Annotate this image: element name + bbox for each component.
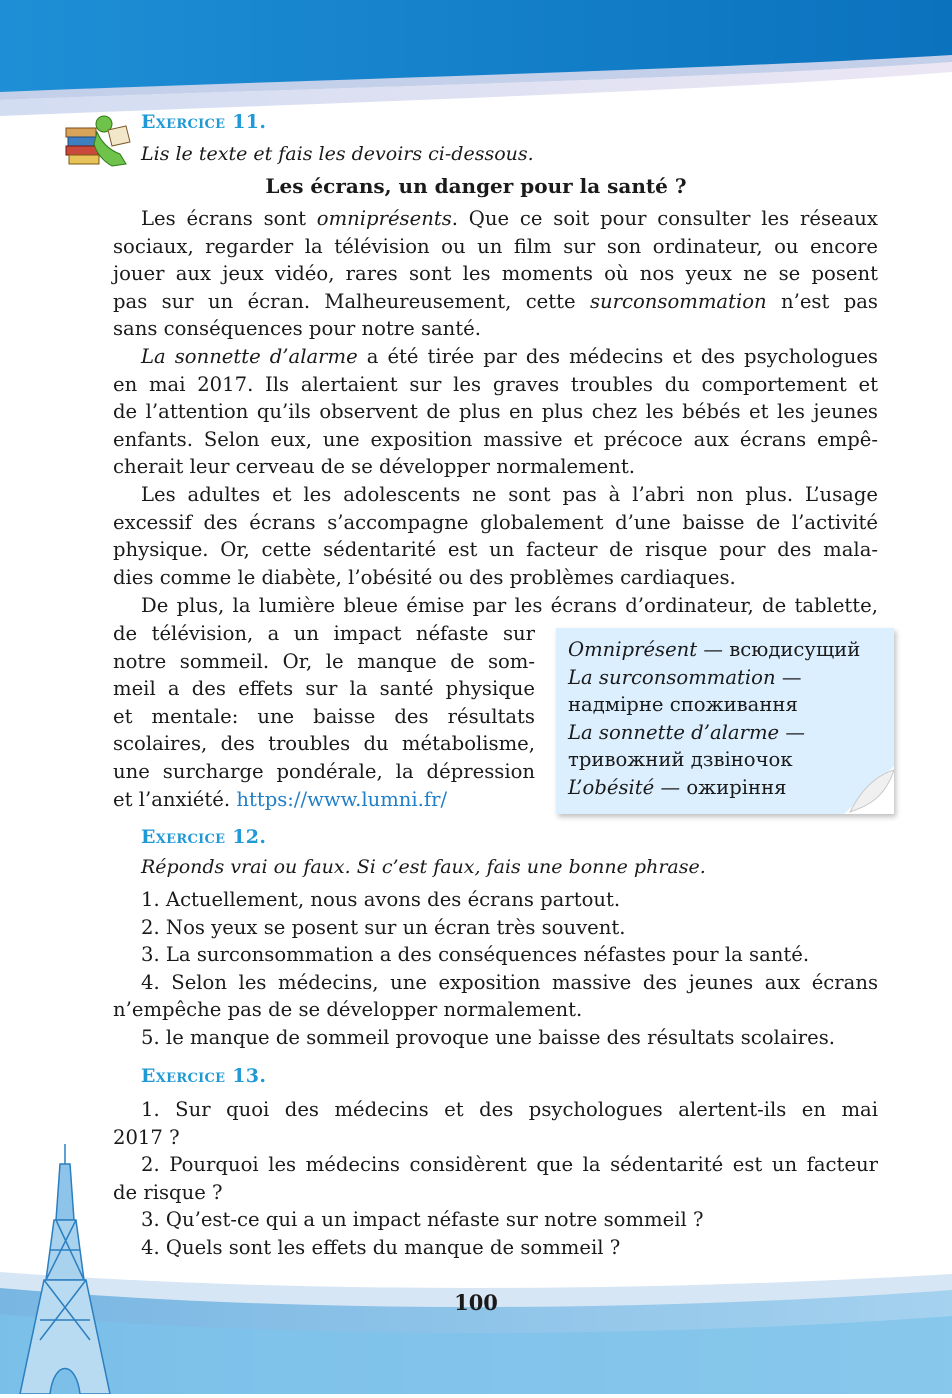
glossary-row: L’obésité — ожиріння — [568, 775, 787, 799]
paragraph-4-first-line: De plus, la lumière bleue émise par les écrans d’ordinateur, de tablette, — [141, 594, 878, 617]
exercise-12-instruction: Réponds vrai ou faux. Si c’est faux, fais une bonne phrase. — [141, 856, 706, 878]
exercise-11-instruction: Lis le texte et fais les devoirs ci-dessous. — [141, 143, 534, 165]
list-item: 3. Qu’est-ce qui a un impact néfaste sur notre sommeil ? — [141, 1208, 704, 1232]
page-number: 100 — [454, 1290, 498, 1315]
eiffel-tower-illustration — [0, 1140, 130, 1394]
exercise-13-heading: Exercice 13. — [141, 1065, 267, 1087]
list-item: de risque ? — [113, 1180, 223, 1204]
glossary-row: надмірне споживання — [568, 693, 798, 717]
exercise-12-list — [113, 886, 878, 1052]
list-item: 3. La surconsommation a des conséquences néfastes pour la santé. — [141, 943, 810, 967]
list-item: 4. Quels sont les effets du manque de sommeil ? — [141, 1235, 621, 1259]
paragraph-3: Les adultes et les adolescents ne sont pas à l’abri non plus. L’usage excessif des écrans s’accompagne globalement d’une baisse de l’activité physique. Or, cette sédentarité est un facteur de risque pour des mala- dies comme le diabète, l’obésité ou des problèmes cardiaques. — [113, 483, 878, 589]
header-band — [0, 0, 952, 120]
exercise-11-heading: Exercice 11. — [141, 111, 267, 133]
list-item: 1. Actuellement, nous avons des écrans partout. — [141, 888, 621, 911]
source-link[interactable]: https://www.lumni.fr/ — [236, 787, 448, 811]
page-curl-icon — [844, 766, 894, 814]
exercise-12-heading: Exercice 12. — [141, 826, 267, 848]
glossary-row: Omniprésent — всюдисущий — [568, 638, 861, 661]
list-item: 2. Pourquoi les médecins considèrent que la sédentarité est un facteur — [141, 1153, 878, 1177]
glossary-row: тривожний дзвіночок — [568, 748, 793, 772]
list-item: 5. le manque de sommeil provoque une baisse des résultats scolaires. — [141, 1025, 835, 1049]
paragraph-2: La sonnette d’alarme a été tirée par des médecins et des psychologues en mai 2017. Ils alertaient sur les graves troubles du comportement et de l’attention qu’ils observent de plus en plus chez les bébés et les jeunes enfants. Selon eux, une exposition massive et précoce aux écrans empê- cherait leur cerveau de se développer normalement. — [113, 345, 878, 479]
reading-figure-icon — [64, 114, 136, 174]
glossary-row: La surconsommation — — [568, 665, 802, 689]
list-item: 2017 ? — [113, 1125, 180, 1149]
list-item: 4. Selon les médecins, une exposition massive des jeunes aux écrans — [141, 970, 878, 994]
list-item: 1. Sur quoi des médecins et des psychologues alertent-ils en mai — [141, 1098, 878, 1121]
footer-band — [0, 1254, 952, 1394]
paragraph-1: Les écrans sont omniprésents. Que ce soit pour consulter les réseaux sociaux, regarder la télévision ou un film sur son ordinateur, ou encore jouer aux jeux vidéo, rares sont les moments où nos yeux ne se posent pas sur un écran. Malheureusement, cette surconsommation n’est pas sans conséquences pour notre santé. — [113, 207, 878, 341]
exercise-13-list — [113, 1096, 878, 1262]
text-title: Les écrans, un danger pour la santé ? — [265, 174, 687, 198]
glossary-note — [556, 628, 894, 814]
list-item: 2. Nos yeux se posent sur un écran très souvent. — [141, 915, 626, 939]
list-item: n’empêche pas de se développer normalement. — [113, 998, 583, 1022]
glossary-row: La sonnette d’alarme — — [568, 720, 805, 744]
paragraph-4: de télévision, a un impact néfaste sur notre sommeil. Or, le manque de som- meil a des effets sur la santé physique et mentale: une baisse des résultats scolaires, des troubles du métabolisme, une surcharge pondérale, la dépression et l’anxiété. https://www.lumni.fr/ — [113, 622, 535, 811]
